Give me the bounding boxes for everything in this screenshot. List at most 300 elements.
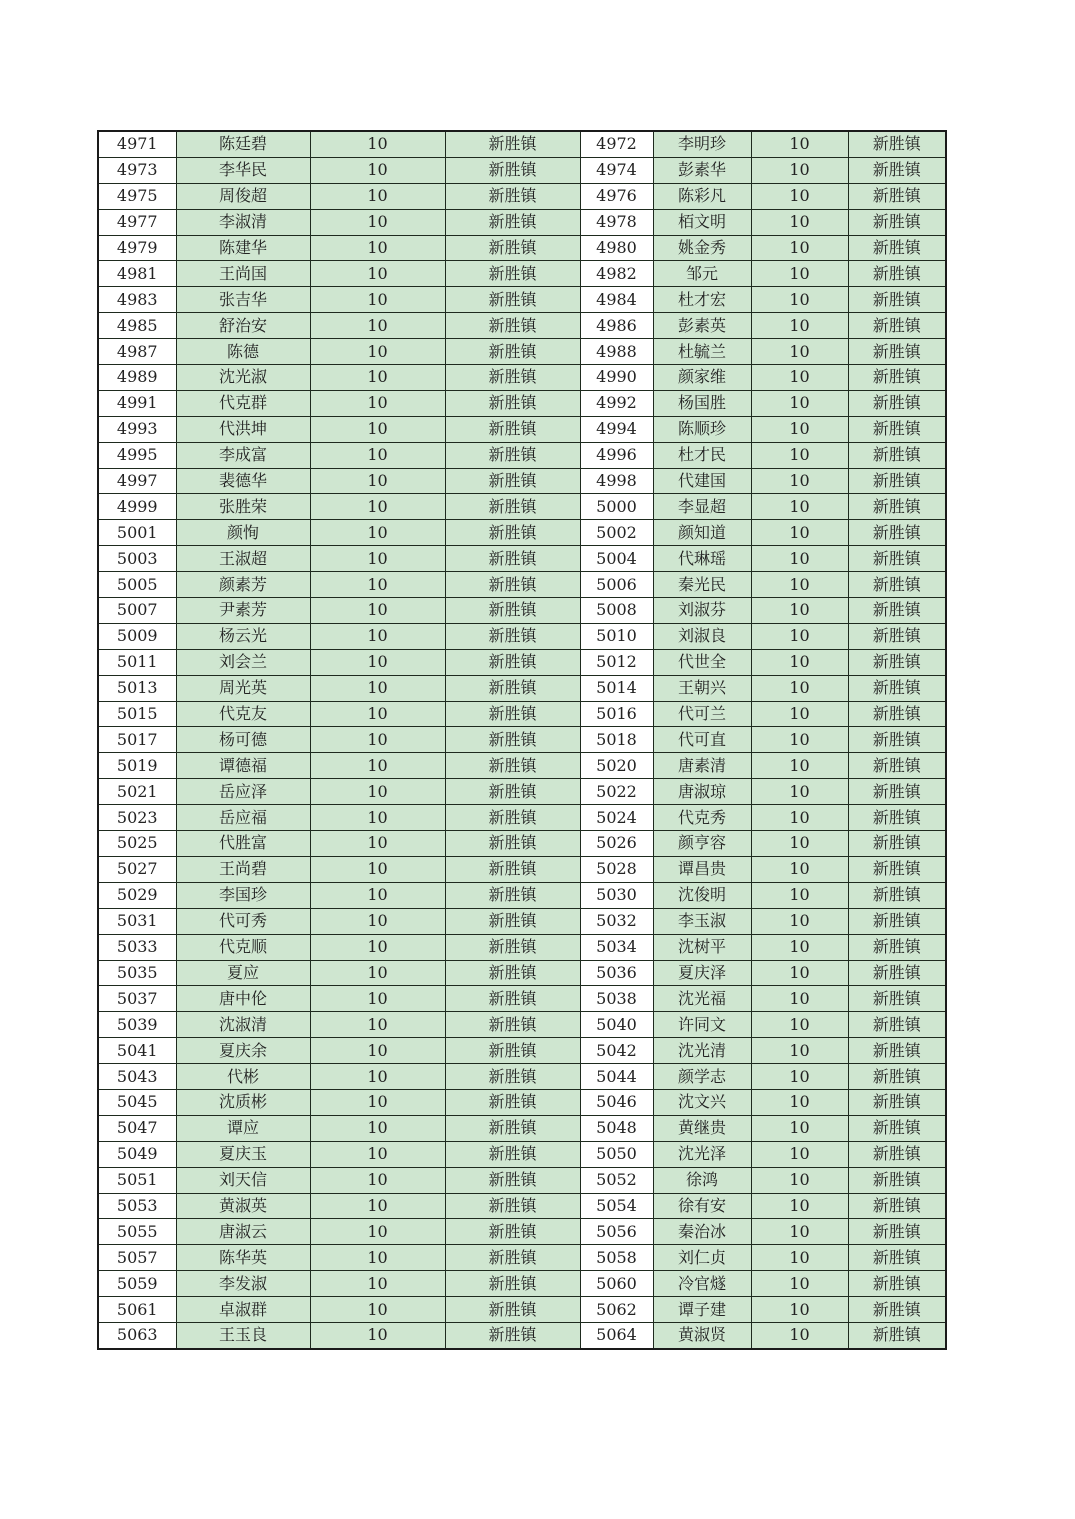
right-town-cell: 新胜镇 <box>848 1089 946 1115</box>
left-amount-cell: 10 <box>310 1193 445 1219</box>
left-name-cell: 唐淑云 <box>176 1219 310 1245</box>
right-record-id-cell: 4990 <box>580 365 653 391</box>
left-name-cell: 舒治安 <box>176 313 310 339</box>
left-name-cell: 王尚碧 <box>176 856 310 882</box>
right-name-cell: 李玉淑 <box>653 908 751 934</box>
right-record-id-cell: 4982 <box>580 261 653 287</box>
left-record-id-cell: 5023 <box>98 805 176 831</box>
left-record-id-cell: 5029 <box>98 882 176 908</box>
left-town-cell: 新胜镇 <box>445 908 580 934</box>
left-amount-cell: 10 <box>310 623 445 649</box>
right-record-id-cell: 5000 <box>580 494 653 520</box>
right-amount-cell: 10 <box>751 779 848 805</box>
right-amount-cell: 10 <box>751 209 848 235</box>
left-record-id-cell: 4987 <box>98 339 176 365</box>
right-record-id-cell: 5064 <box>580 1322 653 1348</box>
table-row <box>98 882 946 908</box>
left-name-cell: 卓淑群 <box>176 1297 310 1323</box>
left-amount-cell: 10 <box>310 986 445 1012</box>
right-town-cell: 新胜镇 <box>848 908 946 934</box>
right-amount-cell: 10 <box>751 157 848 183</box>
left-amount-cell: 10 <box>310 1012 445 1038</box>
right-amount-cell: 10 <box>751 1245 848 1271</box>
right-name-cell: 唐淑琼 <box>653 779 751 805</box>
left-town-cell: 新胜镇 <box>445 416 580 442</box>
right-amount-cell: 10 <box>751 442 848 468</box>
right-record-id-cell: 4972 <box>580 131 653 157</box>
right-amount-cell: 10 <box>751 131 848 157</box>
right-town-cell: 新胜镇 <box>848 882 946 908</box>
table-row <box>98 649 946 675</box>
table-row <box>98 675 946 701</box>
right-record-id-cell: 4984 <box>580 287 653 313</box>
left-amount-cell: 10 <box>310 753 445 779</box>
left-record-id-cell: 5051 <box>98 1167 176 1193</box>
left-town-cell: 新胜镇 <box>445 623 580 649</box>
right-town-cell: 新胜镇 <box>848 1271 946 1297</box>
right-name-cell: 沈光清 <box>653 1038 751 1064</box>
left-name-cell: 代克友 <box>176 701 310 727</box>
right-record-id-cell: 4992 <box>580 390 653 416</box>
right-name-cell: 陈顺珍 <box>653 416 751 442</box>
left-record-id-cell: 4981 <box>98 261 176 287</box>
table-row <box>98 1115 946 1141</box>
left-amount-cell: 10 <box>310 1322 445 1348</box>
right-name-cell: 沈光福 <box>653 986 751 1012</box>
right-record-id-cell: 4988 <box>580 339 653 365</box>
table-row <box>98 779 946 805</box>
left-record-id-cell: 4995 <box>98 442 176 468</box>
table-row <box>98 934 946 960</box>
right-town-cell: 新胜镇 <box>848 365 946 391</box>
left-town-cell: 新胜镇 <box>445 753 580 779</box>
left-record-id-cell: 4989 <box>98 365 176 391</box>
left-record-id-cell: 4973 <box>98 157 176 183</box>
table-row <box>98 390 946 416</box>
left-amount-cell: 10 <box>310 882 445 908</box>
table-row <box>98 261 946 287</box>
left-town-cell: 新胜镇 <box>445 1271 580 1297</box>
table-row <box>98 986 946 1012</box>
right-amount-cell: 10 <box>751 805 848 831</box>
right-name-cell: 颜家维 <box>653 365 751 391</box>
left-record-id-cell: 5053 <box>98 1193 176 1219</box>
right-amount-cell: 10 <box>751 468 848 494</box>
left-record-id-cell: 5009 <box>98 623 176 649</box>
left-record-id-cell: 5005 <box>98 572 176 598</box>
left-record-id-cell: 5039 <box>98 1012 176 1038</box>
left-record-id-cell: 5045 <box>98 1089 176 1115</box>
left-town-cell: 新胜镇 <box>445 287 580 313</box>
right-town-cell: 新胜镇 <box>848 1167 946 1193</box>
left-town-cell: 新胜镇 <box>445 390 580 416</box>
left-amount-cell: 10 <box>310 416 445 442</box>
right-amount-cell: 10 <box>751 183 848 209</box>
right-amount-cell: 10 <box>751 261 848 287</box>
left-record-id-cell: 5041 <box>98 1038 176 1064</box>
left-record-id-cell: 5015 <box>98 701 176 727</box>
left-name-cell: 周光英 <box>176 675 310 701</box>
right-name-cell: 许同文 <box>653 1012 751 1038</box>
table-row <box>98 598 946 624</box>
left-name-cell: 李华民 <box>176 157 310 183</box>
table-row <box>98 442 946 468</box>
right-record-id-cell: 5056 <box>580 1219 653 1245</box>
left-record-id-cell: 4997 <box>98 468 176 494</box>
right-record-id-cell: 5022 <box>580 779 653 805</box>
right-record-id-cell: 5028 <box>580 856 653 882</box>
table-row <box>98 183 946 209</box>
right-town-cell: 新胜镇 <box>848 1115 946 1141</box>
right-town-cell: 新胜镇 <box>848 442 946 468</box>
left-name-cell: 周俊超 <box>176 183 310 209</box>
left-name-cell: 代可秀 <box>176 908 310 934</box>
left-town-cell: 新胜镇 <box>445 313 580 339</box>
left-amount-cell: 10 <box>310 727 445 753</box>
left-amount-cell: 10 <box>310 1089 445 1115</box>
right-name-cell: 代建国 <box>653 468 751 494</box>
right-name-cell: 王朝兴 <box>653 675 751 701</box>
table-row <box>98 701 946 727</box>
right-town-cell: 新胜镇 <box>848 727 946 753</box>
left-amount-cell: 10 <box>310 1245 445 1271</box>
right-town-cell: 新胜镇 <box>848 572 946 598</box>
right-name-cell: 彭素英 <box>653 313 751 339</box>
left-town-cell: 新胜镇 <box>445 1297 580 1323</box>
left-record-id-cell: 5037 <box>98 986 176 1012</box>
left-record-id-cell: 5047 <box>98 1115 176 1141</box>
left-name-cell: 谭应 <box>176 1115 310 1141</box>
left-record-id-cell: 4983 <box>98 287 176 313</box>
right-town-cell: 新胜镇 <box>848 416 946 442</box>
left-amount-cell: 10 <box>310 572 445 598</box>
right-town-cell: 新胜镇 <box>848 209 946 235</box>
left-name-cell: 夏庆余 <box>176 1038 310 1064</box>
left-amount-cell: 10 <box>310 365 445 391</box>
left-town-cell: 新胜镇 <box>445 442 580 468</box>
right-amount-cell: 10 <box>751 1322 848 1348</box>
right-record-id-cell: 5024 <box>580 805 653 831</box>
left-record-id-cell: 5011 <box>98 649 176 675</box>
left-record-id-cell: 5033 <box>98 934 176 960</box>
left-amount-cell: 10 <box>310 131 445 157</box>
left-name-cell: 刘会兰 <box>176 649 310 675</box>
right-record-id-cell: 5058 <box>580 1245 653 1271</box>
table-row <box>98 546 946 572</box>
right-town-cell: 新胜镇 <box>848 753 946 779</box>
right-name-cell: 沈俊明 <box>653 882 751 908</box>
left-amount-cell: 10 <box>310 908 445 934</box>
left-name-cell: 沈淑清 <box>176 1012 310 1038</box>
right-amount-cell: 10 <box>751 572 848 598</box>
table-row <box>98 157 946 183</box>
left-record-id-cell: 5007 <box>98 598 176 624</box>
right-town-cell: 新胜镇 <box>848 701 946 727</box>
right-name-cell: 代可兰 <box>653 701 751 727</box>
table-row <box>98 131 946 157</box>
right-record-id-cell: 5008 <box>580 598 653 624</box>
right-record-id-cell: 5038 <box>580 986 653 1012</box>
left-town-cell: 新胜镇 <box>445 546 580 572</box>
table-row <box>98 209 946 235</box>
right-amount-cell: 10 <box>751 831 848 857</box>
right-name-cell: 邹元 <box>653 261 751 287</box>
table-row <box>98 313 946 339</box>
roster-table-body <box>98 131 946 1349</box>
left-amount-cell: 10 <box>310 442 445 468</box>
left-amount-cell: 10 <box>310 520 445 546</box>
right-name-cell: 沈文兴 <box>653 1089 751 1115</box>
left-town-cell: 新胜镇 <box>445 494 580 520</box>
left-name-cell: 岳应泽 <box>176 779 310 805</box>
table-row <box>98 339 946 365</box>
right-name-cell: 唐素清 <box>653 753 751 779</box>
left-name-cell: 代克群 <box>176 390 310 416</box>
right-name-cell: 姚金秀 <box>653 235 751 261</box>
right-town-cell: 新胜镇 <box>848 131 946 157</box>
table-row <box>98 1167 946 1193</box>
right-record-id-cell: 4994 <box>580 416 653 442</box>
left-name-cell: 沈质彬 <box>176 1089 310 1115</box>
left-town-cell: 新胜镇 <box>445 960 580 986</box>
left-record-id-cell: 4999 <box>98 494 176 520</box>
right-name-cell: 杜才民 <box>653 442 751 468</box>
right-record-id-cell: 5042 <box>580 1038 653 1064</box>
right-name-cell: 栢文明 <box>653 209 751 235</box>
left-amount-cell: 10 <box>310 649 445 675</box>
right-town-cell: 新胜镇 <box>848 1219 946 1245</box>
right-name-cell: 李明珍 <box>653 131 751 157</box>
table-row <box>98 1271 946 1297</box>
table-row <box>98 831 946 857</box>
right-name-cell: 杜毓兰 <box>653 339 751 365</box>
left-town-cell: 新胜镇 <box>445 1038 580 1064</box>
left-amount-cell: 10 <box>310 468 445 494</box>
right-record-id-cell: 4974 <box>580 157 653 183</box>
right-name-cell: 冷官燧 <box>653 1271 751 1297</box>
right-town-cell: 新胜镇 <box>848 546 946 572</box>
right-name-cell: 刘淑良 <box>653 623 751 649</box>
table-row <box>98 1219 946 1245</box>
left-town-cell: 新胜镇 <box>445 572 580 598</box>
left-town-cell: 新胜镇 <box>445 131 580 157</box>
right-name-cell: 黄淑贤 <box>653 1322 751 1348</box>
right-amount-cell: 10 <box>751 1141 848 1167</box>
right-record-id-cell: 5020 <box>580 753 653 779</box>
left-record-id-cell: 5031 <box>98 908 176 934</box>
right-name-cell: 沈树平 <box>653 934 751 960</box>
left-amount-cell: 10 <box>310 1271 445 1297</box>
table-row <box>98 468 946 494</box>
table-row <box>98 1245 946 1271</box>
table-row <box>98 494 946 520</box>
table-row <box>98 856 946 882</box>
right-town-cell: 新胜镇 <box>848 157 946 183</box>
right-record-id-cell: 5032 <box>580 908 653 934</box>
left-amount-cell: 10 <box>310 960 445 986</box>
right-name-cell: 彭素华 <box>653 157 751 183</box>
right-town-cell: 新胜镇 <box>848 779 946 805</box>
left-amount-cell: 10 <box>310 675 445 701</box>
right-town-cell: 新胜镇 <box>848 856 946 882</box>
left-amount-cell: 10 <box>310 390 445 416</box>
left-name-cell: 代克顺 <box>176 934 310 960</box>
table-row <box>98 1089 946 1115</box>
right-town-cell: 新胜镇 <box>848 468 946 494</box>
right-amount-cell: 10 <box>751 856 848 882</box>
right-name-cell: 刘淑芬 <box>653 598 751 624</box>
right-name-cell: 李显超 <box>653 494 751 520</box>
left-record-id-cell: 5019 <box>98 753 176 779</box>
right-town-cell: 新胜镇 <box>848 494 946 520</box>
left-amount-cell: 10 <box>310 1064 445 1090</box>
table-row <box>98 416 946 442</box>
left-town-cell: 新胜镇 <box>445 1012 580 1038</box>
table-row <box>98 960 946 986</box>
left-name-cell: 岳应福 <box>176 805 310 831</box>
left-town-cell: 新胜镇 <box>445 649 580 675</box>
right-record-id-cell: 5054 <box>580 1193 653 1219</box>
left-amount-cell: 10 <box>310 934 445 960</box>
left-name-cell: 代彬 <box>176 1064 310 1090</box>
left-town-cell: 新胜镇 <box>445 727 580 753</box>
table-row <box>98 1038 946 1064</box>
left-amount-cell: 10 <box>310 494 445 520</box>
left-record-id-cell: 5059 <box>98 1271 176 1297</box>
right-name-cell: 徐有安 <box>653 1193 751 1219</box>
table-row <box>98 727 946 753</box>
right-town-cell: 新胜镇 <box>848 313 946 339</box>
left-record-id-cell: 5025 <box>98 831 176 857</box>
left-record-id-cell: 5001 <box>98 520 176 546</box>
right-record-id-cell: 4998 <box>580 468 653 494</box>
table-row <box>98 365 946 391</box>
left-record-id-cell: 4977 <box>98 209 176 235</box>
right-amount-cell: 10 <box>751 390 848 416</box>
right-amount-cell: 10 <box>751 1219 848 1245</box>
right-record-id-cell: 5012 <box>580 649 653 675</box>
right-town-cell: 新胜镇 <box>848 1193 946 1219</box>
right-name-cell: 秦光民 <box>653 572 751 598</box>
right-town-cell: 新胜镇 <box>848 261 946 287</box>
right-name-cell: 代可直 <box>653 727 751 753</box>
right-town-cell: 新胜镇 <box>848 1245 946 1271</box>
right-amount-cell: 10 <box>751 1012 848 1038</box>
right-amount-cell: 10 <box>751 1193 848 1219</box>
left-name-cell: 颜素芳 <box>176 572 310 598</box>
left-town-cell: 新胜镇 <box>445 468 580 494</box>
left-amount-cell: 10 <box>310 313 445 339</box>
right-amount-cell: 10 <box>751 1038 848 1064</box>
right-record-id-cell: 5062 <box>580 1297 653 1323</box>
left-amount-cell: 10 <box>310 1219 445 1245</box>
right-town-cell: 新胜镇 <box>848 1322 946 1348</box>
table-row <box>98 287 946 313</box>
left-record-id-cell: 5055 <box>98 1219 176 1245</box>
right-amount-cell: 10 <box>751 416 848 442</box>
right-name-cell: 颜亨容 <box>653 831 751 857</box>
left-amount-cell: 10 <box>310 1038 445 1064</box>
right-amount-cell: 10 <box>751 339 848 365</box>
right-record-id-cell: 5060 <box>580 1271 653 1297</box>
left-amount-cell: 10 <box>310 261 445 287</box>
left-town-cell: 新胜镇 <box>445 701 580 727</box>
right-town-cell: 新胜镇 <box>848 598 946 624</box>
left-town-cell: 新胜镇 <box>445 1219 580 1245</box>
left-record-id-cell: 5021 <box>98 779 176 805</box>
left-record-id-cell: 4975 <box>98 183 176 209</box>
left-amount-cell: 10 <box>310 1297 445 1323</box>
right-amount-cell: 10 <box>751 623 848 649</box>
right-amount-cell: 10 <box>751 701 848 727</box>
right-amount-cell: 10 <box>751 882 848 908</box>
left-town-cell: 新胜镇 <box>445 1141 580 1167</box>
right-amount-cell: 10 <box>751 753 848 779</box>
left-amount-cell: 10 <box>310 805 445 831</box>
right-town-cell: 新胜镇 <box>848 1064 946 1090</box>
right-name-cell: 颜知道 <box>653 520 751 546</box>
right-amount-cell: 10 <box>751 520 848 546</box>
right-record-id-cell: 5052 <box>580 1167 653 1193</box>
table-row <box>98 805 946 831</box>
left-record-id-cell: 4993 <box>98 416 176 442</box>
right-amount-cell: 10 <box>751 1064 848 1090</box>
left-record-id-cell: 5057 <box>98 1245 176 1271</box>
right-record-id-cell: 5026 <box>580 831 653 857</box>
left-amount-cell: 10 <box>310 287 445 313</box>
left-town-cell: 新胜镇 <box>445 934 580 960</box>
left-name-cell: 尹素芳 <box>176 598 310 624</box>
right-record-id-cell: 5030 <box>580 882 653 908</box>
right-record-id-cell: 5044 <box>580 1064 653 1090</box>
right-town-cell: 新胜镇 <box>848 339 946 365</box>
left-amount-cell: 10 <box>310 209 445 235</box>
right-record-id-cell: 5040 <box>580 1012 653 1038</box>
right-town-cell: 新胜镇 <box>848 831 946 857</box>
left-name-cell: 杨可德 <box>176 727 310 753</box>
right-name-cell: 谭子建 <box>653 1297 751 1323</box>
left-town-cell: 新胜镇 <box>445 1089 580 1115</box>
right-record-id-cell: 5010 <box>580 623 653 649</box>
left-name-cell: 陈华英 <box>176 1245 310 1271</box>
right-town-cell: 新胜镇 <box>848 287 946 313</box>
left-town-cell: 新胜镇 <box>445 1193 580 1219</box>
left-record-id-cell: 5063 <box>98 1322 176 1348</box>
left-amount-cell: 10 <box>310 1167 445 1193</box>
table-row <box>98 235 946 261</box>
left-town-cell: 新胜镇 <box>445 1245 580 1271</box>
right-amount-cell: 10 <box>751 649 848 675</box>
right-name-cell: 杜才宏 <box>653 287 751 313</box>
right-town-cell: 新胜镇 <box>848 520 946 546</box>
table-row <box>98 623 946 649</box>
right-record-id-cell: 4986 <box>580 313 653 339</box>
right-town-cell: 新胜镇 <box>848 1038 946 1064</box>
table-row <box>98 908 946 934</box>
left-town-cell: 新胜镇 <box>445 856 580 882</box>
right-record-id-cell: 4976 <box>580 183 653 209</box>
right-amount-cell: 10 <box>751 934 848 960</box>
left-amount-cell: 10 <box>310 1115 445 1141</box>
left-amount-cell: 10 <box>310 546 445 572</box>
left-record-id-cell: 4971 <box>98 131 176 157</box>
roster-table <box>97 130 947 1350</box>
left-record-id-cell: 5013 <box>98 675 176 701</box>
right-amount-cell: 10 <box>751 365 848 391</box>
left-record-id-cell: 5017 <box>98 727 176 753</box>
left-name-cell: 杨云光 <box>176 623 310 649</box>
left-name-cell: 代胜富 <box>176 831 310 857</box>
